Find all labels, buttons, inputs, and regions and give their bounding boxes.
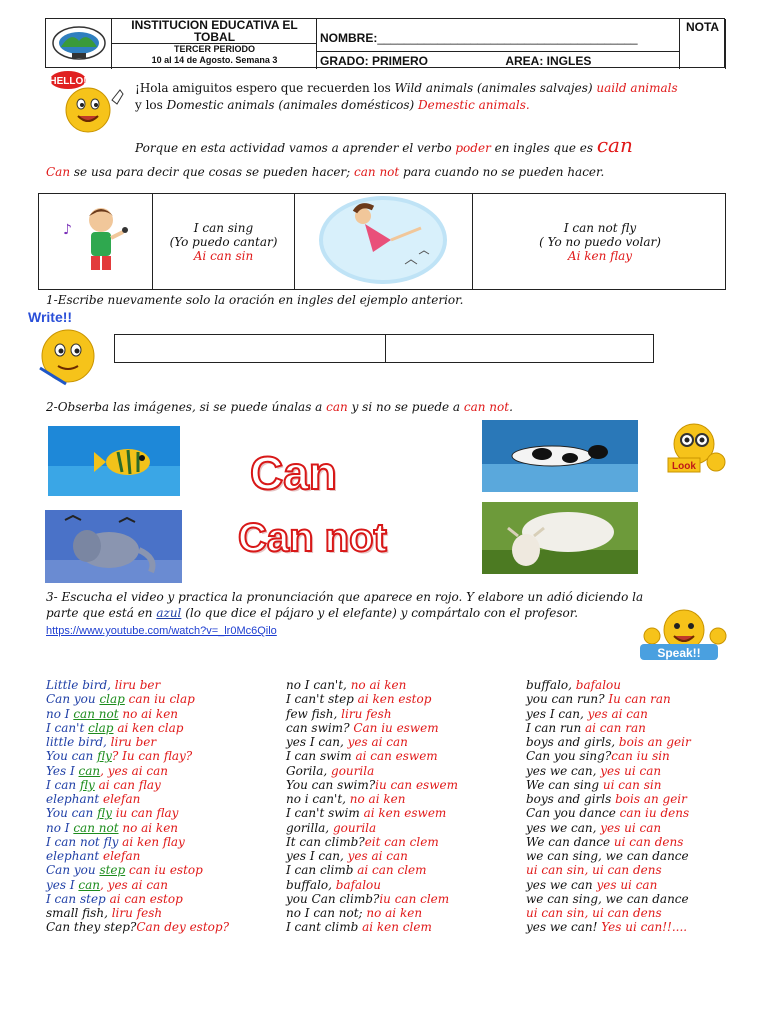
elephant-image[interactable] (45, 510, 182, 583)
song-line (286, 778, 458, 792)
song-line (286, 735, 458, 749)
lyric-text: no i can't, (286, 792, 350, 806)
lyric-text: I can swim (286, 749, 356, 764)
lyric-text: yes we can, (526, 820, 601, 835)
lyric-text: boys and girls, (526, 735, 619, 749)
lyric-text: no I can not; (286, 906, 367, 920)
pronunciation-text: iu can flay (111, 806, 179, 821)
intro-text: en ingles que es (490, 141, 597, 155)
verb-text: fly (79, 777, 95, 792)
pronunciation-text: bois an geir (615, 792, 687, 806)
song-line (526, 707, 691, 721)
pronunciation-text: can iu sin (611, 749, 670, 764)
song-line (46, 835, 229, 849)
pronunciation-text: , yes ai can (100, 763, 169, 778)
verb-text: clap (99, 692, 125, 707)
intro-line-3 (135, 133, 633, 157)
lyric-text: I can't (46, 720, 89, 735)
singing-boy-cell (39, 194, 153, 289)
lyric-text: yes I can, (286, 849, 348, 863)
fish-image[interactable] (48, 426, 180, 496)
pronunciation-text: iu can eswem (375, 777, 458, 792)
pronunciation-text: gourila (331, 763, 375, 778)
verb-text: can not (73, 706, 119, 721)
look-badge-text: Look (672, 461, 696, 472)
song-column-2 (286, 678, 458, 935)
song-line (526, 878, 691, 892)
pronunciation-text: ai can ran (584, 720, 646, 735)
task-3-instruction-line-2 (46, 606, 578, 620)
song-line (526, 835, 691, 849)
lyric-text: I can't step (286, 692, 358, 707)
grade-row (317, 52, 680, 69)
pronunciation-text: Can iu eswem (353, 720, 439, 735)
school-logo (46, 19, 112, 69)
lyric-text: Can you (46, 863, 100, 878)
domestic-animals-pron: Demestic animals. (414, 98, 530, 112)
school-name (112, 19, 317, 44)
lyric-text: buffalo, (286, 877, 336, 892)
pronunciation-text: bafalou (575, 678, 621, 692)
verb-text: fly (97, 806, 112, 821)
lyric-text: boys and girls (526, 792, 616, 806)
song-line (46, 863, 229, 877)
song-line (286, 721, 458, 735)
song-line (526, 863, 691, 877)
intro-line-2 (135, 98, 530, 112)
lyric-text: can swim? (286, 720, 354, 735)
song-line (526, 906, 691, 920)
lyric-text: gorilla, (286, 820, 333, 835)
pronunciation-text: can iu clap (124, 692, 195, 707)
pronunciation-text: eit can clem (364, 834, 439, 849)
song-line (46, 920, 229, 934)
header-table (45, 18, 725, 68)
verb-text: can (78, 877, 101, 892)
pronunciation-text: ai ken eswem (363, 806, 447, 821)
lyric-text: You can (46, 806, 98, 821)
name-label: NOMBRE: (320, 31, 378, 45)
pronunciation-text: can iu dens (619, 806, 690, 821)
lyric-text: buffalo, (526, 678, 576, 692)
lyric-text: Can you dance (526, 806, 620, 821)
pronunciation-text: ai ken estop (357, 692, 432, 707)
school-name-line1: INSTITUCION EDUCATIVA EL (131, 18, 298, 32)
nota-cell (680, 19, 726, 69)
name-line: _______________________________________ (377, 31, 638, 45)
speak-emoji-icon (636, 606, 730, 662)
pronunciation-text: yes ui can (600, 820, 662, 835)
period-label: TERCER PERIODO (173, 44, 255, 54)
can-word: Can (46, 165, 71, 179)
lyric-text: yes I can, (286, 735, 348, 749)
youtube-link[interactable]: https://www.youtube.com/watch?v=_lr0Mc6Qilo (46, 625, 277, 637)
intro-text: se usa para decir que cosas se pueden hacer; (70, 165, 355, 179)
fly-pronunciation: Ai ken flay (567, 249, 633, 263)
pronunciation-text: no ai ken (366, 906, 423, 920)
lyric-text: we can sing, we can dance (526, 849, 689, 863)
lyric-text: you can run? (526, 692, 609, 707)
task-3-text: parte que está en (46, 606, 157, 620)
lyric-text: We can dance (526, 834, 614, 849)
song-line (46, 778, 229, 792)
hello-badge-text: HELLO! (49, 76, 87, 87)
pronunciation-text: ? Iu can flay? (111, 749, 193, 764)
task-1-instruction: 1-Escribe nuevamente solo la oración en ingles del ejemplo anterior. (46, 293, 464, 307)
song-line (286, 835, 458, 849)
lyric-text: Yes I (46, 763, 79, 778)
can-word-large: can (596, 133, 633, 157)
lyric-text: I can run (526, 720, 585, 735)
lyric-text: I can (46, 777, 80, 792)
name-cell (317, 19, 680, 69)
song-line (526, 892, 691, 906)
pronunciation-text: elefan (102, 792, 141, 806)
song-line (526, 692, 691, 706)
intro-line-1 (135, 81, 678, 95)
lyric-text: no I can't, (286, 678, 351, 692)
lyric-text: yes we can (526, 877, 597, 892)
song-line (526, 806, 691, 820)
pronunciation-text: Iu can ran (608, 692, 671, 707)
song-line (286, 692, 458, 706)
lyric-text: It can climb? (286, 834, 365, 849)
fly-spanish: ( Yo no puedo volar) (539, 235, 661, 249)
pronunciation-text: Yes ui can!!.... (601, 920, 688, 935)
pronunciation-text: yes ai can (347, 735, 408, 749)
sing-text-cell (153, 194, 295, 289)
can-word: can (326, 400, 348, 414)
fly-text-cell (473, 194, 727, 289)
lyric-text: I can not fly (46, 834, 123, 849)
pronunciation-text: liru fesh (341, 706, 392, 721)
song-line (46, 749, 229, 763)
pronunciation-text: ai ken clem (362, 920, 432, 935)
song-column-3 (526, 678, 691, 935)
verb-text: fly (97, 749, 112, 764)
verb-text: can (78, 763, 101, 778)
lyric-text: no I (46, 706, 74, 721)
pronunciation-text: ai can clem (357, 863, 427, 878)
song-column-1 (46, 678, 229, 935)
song-line (46, 906, 229, 920)
pronunciation-text: ui can sin, ui can dens (526, 906, 662, 920)
song-line (46, 678, 229, 692)
pronunciation-text: no ai ken (350, 678, 407, 692)
lyric-text: few fish, (286, 706, 342, 721)
song-line (526, 821, 691, 835)
domestic-animals-text: Domestic animals (animales domésticos) (166, 98, 415, 112)
pronunciation-text: ai can estop (109, 891, 183, 906)
song-line (526, 920, 691, 934)
grade-label: GRADO: PRIMERO (320, 54, 428, 68)
write-badge-text: Write!! (28, 309, 73, 325)
pronunciation-text: bafalou (335, 877, 381, 892)
song-line (526, 792, 691, 806)
pronunciation-text: liru ber (114, 678, 161, 692)
can-match-target[interactable]: Can (250, 447, 337, 499)
pronunciation-text: ai ken flay (122, 834, 185, 849)
flying-girl-image (295, 194, 473, 289)
answer-box-left[interactable] (115, 335, 385, 362)
intro-text: Porque en esta actividad vamos a aprender el verbo (135, 141, 456, 155)
poder-word: poder (455, 141, 491, 155)
school-cell (112, 19, 317, 69)
song-line (46, 792, 229, 806)
singing-boy-image (39, 194, 153, 289)
song-line (286, 821, 458, 835)
song-line (526, 721, 691, 735)
lyric-text: yes we can, (526, 763, 601, 778)
pronunciation-text: no ai ken (349, 792, 406, 806)
song-line (286, 678, 458, 692)
cow-swimming-image[interactable] (482, 420, 638, 492)
song-line (286, 792, 458, 806)
song-line (286, 920, 458, 934)
azul-word: azul (156, 606, 182, 620)
song-line (526, 749, 691, 763)
name-row (317, 19, 680, 52)
pronunciation-text: ai can flay (94, 777, 161, 792)
fly-english: I can not fly (563, 221, 637, 235)
pronunciation-text: liru fesh (111, 906, 163, 920)
lyric-text: elephant (46, 792, 103, 806)
sing-pronunciation: Ai can sin (193, 249, 254, 263)
pronunciation-text: gourila (332, 820, 377, 835)
intro-text: ¡Hola amiguitos espero que recuerden los (135, 81, 395, 95)
can-not-word: can not (354, 165, 400, 179)
song-line (46, 821, 229, 835)
pronunciation-text: yes ui can (596, 877, 658, 892)
lyric-text: Can you (46, 692, 100, 707)
wild-animals-text: Wild animals (animales salvajes) (394, 81, 593, 95)
song-line (46, 878, 229, 892)
write-emoji-icon (26, 308, 110, 388)
task-2-text: y si no se puede a (347, 400, 464, 414)
pronunciation-text: ai can eswem (355, 749, 438, 764)
lyric-text: we can sing, we can dance (526, 891, 689, 906)
cow-grazing-image[interactable] (482, 502, 638, 574)
intro-text: y los (135, 98, 167, 112)
verb-text: step (99, 863, 126, 878)
pronunciation-text: yes ui can (600, 763, 662, 778)
song-line (46, 735, 229, 749)
lyric-text: yes we can! (526, 920, 602, 935)
lyric-text: I can step (46, 891, 110, 906)
lyric-text: elephant (46, 849, 103, 863)
lyric-text: I can't swim (286, 806, 364, 821)
pronunciation-text: Can dey estop? (136, 920, 230, 935)
pronunciation-text: can iu estop (125, 863, 203, 878)
song-line (526, 778, 691, 792)
pronunciation-text: ai ken clap (113, 720, 184, 735)
sing-spanish: (Yo puedo cantar) (169, 235, 278, 249)
can-not-match-target[interactable]: Can not (238, 516, 387, 560)
song-line (286, 892, 458, 906)
song-line (46, 892, 229, 906)
lyric-text: You can swim? (286, 777, 376, 792)
area-label: AREA: INGLES (505, 54, 592, 68)
song-line (286, 878, 458, 892)
song-line (46, 692, 229, 706)
period-info (112, 44, 317, 69)
speak-badge-text: Speak!! (657, 646, 701, 660)
song-line (286, 863, 458, 877)
svg-text:♪: ♪ (63, 222, 72, 238)
song-line (46, 707, 229, 721)
sing-english: I can sing (193, 221, 254, 235)
song-line (46, 721, 229, 735)
wild-animals-pron: uaild animals (592, 81, 678, 95)
verb-text: clap (88, 720, 114, 735)
task-2-text: . (509, 400, 513, 414)
pronunciation-text: bois an geir (618, 735, 691, 749)
song-line (286, 749, 458, 763)
lyric-text: Can they step? (46, 920, 137, 935)
pronunciation-text: yes ai can (347, 849, 408, 863)
hello-emoji-icon (48, 70, 134, 136)
lyric-text: I cant climb (286, 920, 363, 935)
lyric-text: You can (46, 749, 98, 764)
song-line (46, 806, 229, 820)
song-line (526, 735, 691, 749)
song-line (286, 906, 458, 920)
school-logo-cell (46, 19, 112, 69)
task-2-text: 2-Obserba las imágenes, si se puede únalas a (46, 400, 327, 414)
pronunciation-text: no ai ken (118, 706, 179, 721)
pronunciation-text: ui can sin, ui can dens (526, 863, 662, 878)
lyric-text: I can climb (286, 863, 358, 878)
pronunciation-text: , yes ai can (100, 877, 168, 892)
pronunciation-text: ui can dens (613, 834, 684, 849)
song-line (286, 707, 458, 721)
write-answer-table (114, 334, 654, 363)
pronunciation-text: liru ber (110, 735, 157, 749)
dates-label: 10 al 14 de Agosto. Semana 3 (151, 55, 278, 65)
example-table (38, 193, 726, 290)
answer-box-right[interactable] (386, 335, 653, 362)
flying-girl-cell (295, 194, 473, 289)
pronunciation-text: iu can clem (379, 891, 450, 906)
intro-text: para cuando no se pueden hacer. (399, 165, 605, 179)
song-line (46, 764, 229, 778)
task-2-instruction (46, 400, 513, 414)
pronunciation-text: elefan (102, 849, 141, 863)
can-not-word: can not (463, 400, 510, 414)
task-3-text: (lo que dice el pájaro y el elefante) y compártalo con el profesor. (181, 606, 579, 620)
song-line (286, 849, 458, 863)
lyric-text: small fish, (46, 906, 112, 920)
lyric-text: yes I (46, 877, 79, 892)
verb-text: can not (73, 820, 119, 835)
song-line (526, 849, 691, 863)
pronunciation-text: yes ai can (587, 706, 648, 721)
lyric-text: We can sing (526, 777, 603, 792)
lyric-text: yes I can, (526, 706, 588, 721)
intro-line-4 (46, 165, 604, 179)
lyric-text: you Can climb? (286, 891, 380, 906)
song-line (286, 764, 458, 778)
song-line (526, 678, 691, 692)
song-line (46, 849, 229, 863)
task-3-instruction-line-1: 3- Escucha el video y practica la pronunciación que aparece en rojo. Y elabore un adió diciendo la (46, 590, 644, 604)
lyric-text: Little bird, (46, 678, 115, 692)
lyric-text: Gorila, (286, 763, 332, 778)
school-name-line2: TOBAL (193, 30, 236, 44)
nota-label: NOTA (685, 20, 720, 34)
lyric-text: no I (46, 820, 74, 835)
lyric-text: little bird, (46, 735, 111, 749)
pronunciation-text: ui can sin (602, 777, 662, 792)
pronunciation-text: no ai ken (118, 820, 179, 835)
song-line (526, 764, 691, 778)
look-emoji-icon (666, 420, 732, 476)
lyric-text: Can you sing? (526, 749, 612, 764)
song-line (286, 806, 458, 820)
